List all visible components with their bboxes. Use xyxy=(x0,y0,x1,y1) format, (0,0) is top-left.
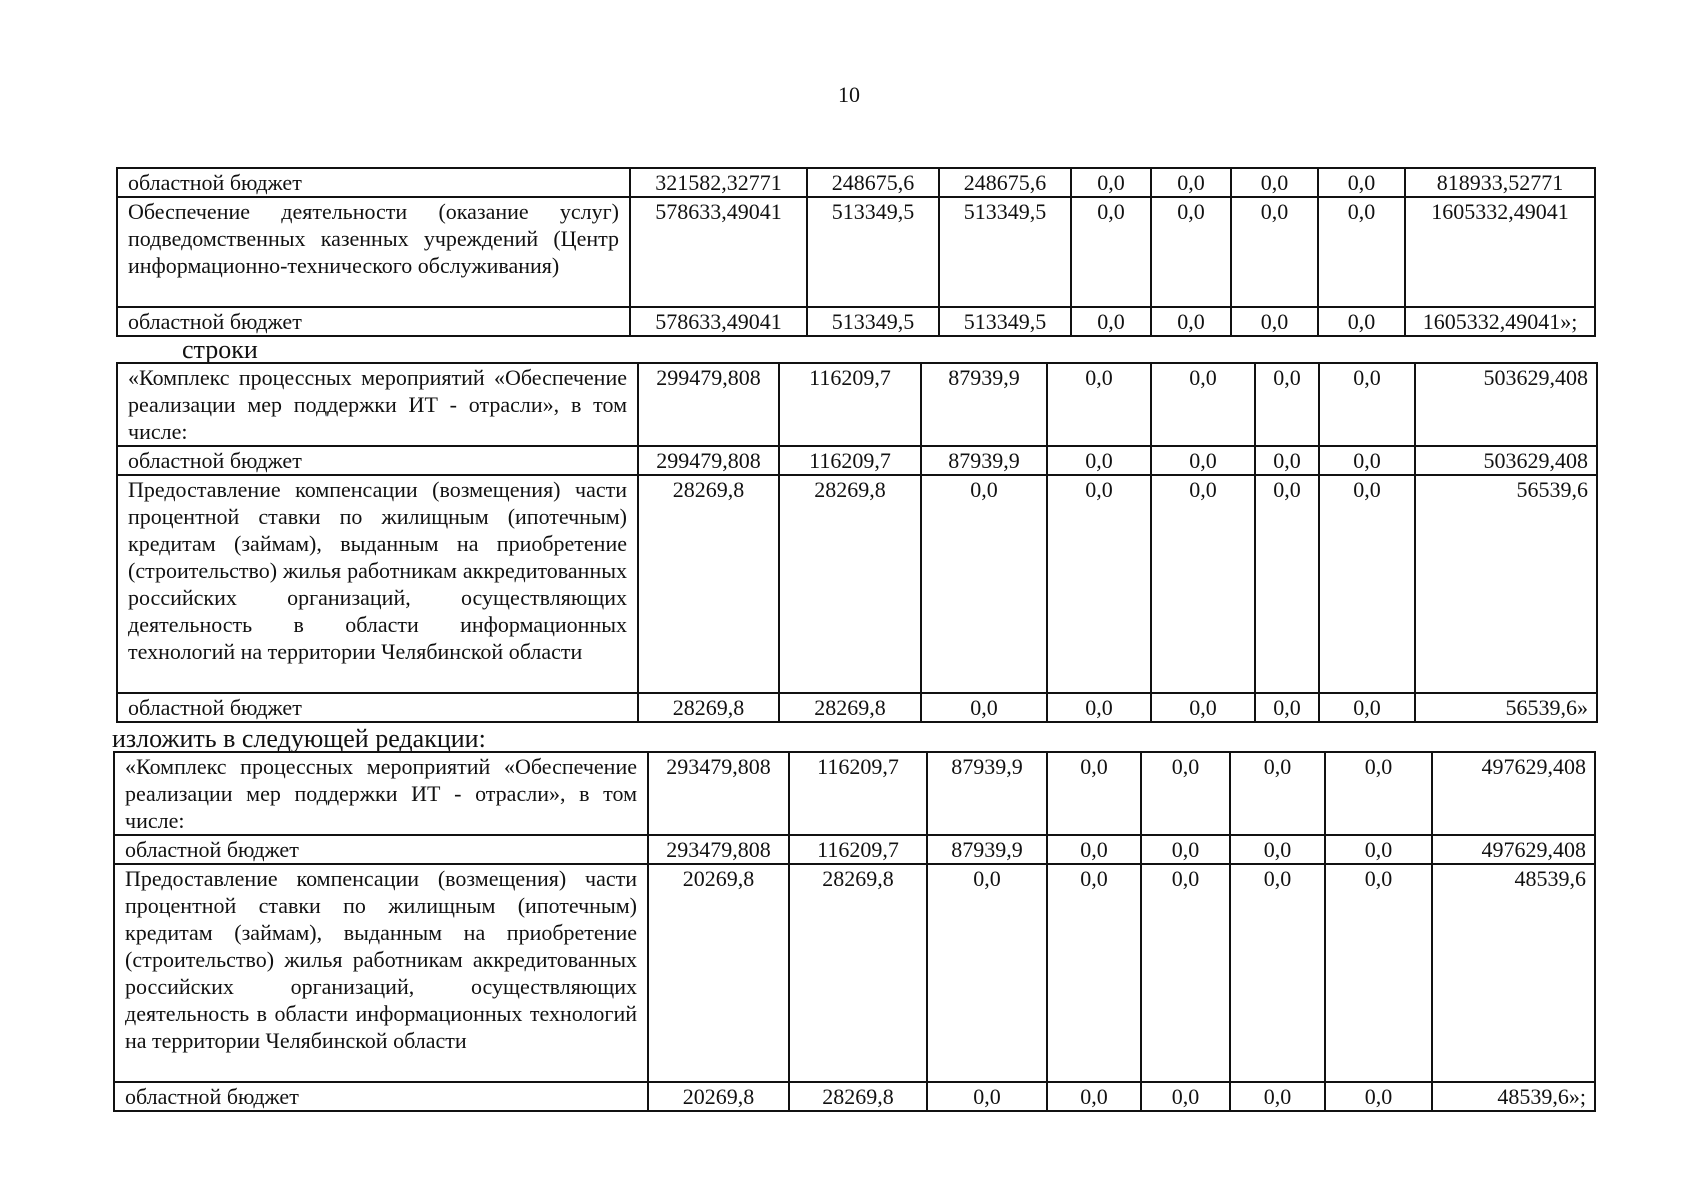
value-cell: 0,0 xyxy=(1047,835,1141,864)
row-name: областной бюджет xyxy=(117,168,630,197)
value-cell: 0,0 xyxy=(1047,864,1141,1082)
row-name: «Комплекс процессных мероприятий «Обеспечение реализации мер поддержки ИТ - отрасли», в том числе: xyxy=(114,752,648,835)
value-cell: 0,0 xyxy=(1318,197,1405,307)
value-cell: 87939,9 xyxy=(927,752,1047,835)
value-cell: 0,0 xyxy=(1047,1082,1141,1111)
row-name: областной бюджет xyxy=(114,1082,648,1111)
value-cell: 87939,9 xyxy=(921,446,1047,475)
budget-table-continued xyxy=(116,167,1596,337)
value-cell: 0,0 xyxy=(1318,168,1405,197)
total-cell: 48539,6 xyxy=(1432,864,1595,1082)
value-cell: 248675,6 xyxy=(807,168,939,197)
total-cell: 818933,52771 xyxy=(1405,168,1595,197)
value-cell: 0,0 xyxy=(1325,752,1432,835)
value-cell: 299479,808 xyxy=(638,446,779,475)
value-cell: 20269,8 xyxy=(648,864,789,1082)
table-row xyxy=(117,363,1597,446)
total-cell: 48539,6»; xyxy=(1432,1082,1595,1111)
value-cell: 28269,8 xyxy=(779,475,921,693)
table-row xyxy=(117,168,1595,197)
value-cell: 0,0 xyxy=(1151,307,1231,336)
value-cell: 0,0 xyxy=(927,1082,1047,1111)
value-cell: 116209,7 xyxy=(779,446,921,475)
value-cell: 28269,8 xyxy=(638,475,779,693)
value-cell: 513349,5 xyxy=(807,307,939,336)
total-cell: 56539,6 xyxy=(1415,475,1597,693)
value-cell: 0,0 xyxy=(921,693,1047,722)
value-cell: 293479,808 xyxy=(648,752,789,835)
row-name: областной бюджет xyxy=(117,307,630,336)
table-row xyxy=(114,835,1595,864)
value-cell: 513349,5 xyxy=(939,307,1071,336)
value-cell: 0,0 xyxy=(1071,168,1151,197)
value-cell: 0,0 xyxy=(1231,197,1318,307)
value-cell: 0,0 xyxy=(1319,693,1415,722)
value-cell: 28269,8 xyxy=(789,864,927,1082)
value-cell: 0,0 xyxy=(1141,1082,1230,1111)
budget-table-new xyxy=(113,751,1596,1112)
budget-table-old xyxy=(116,362,1598,723)
row-name: «Комплекс процессных мероприятий «Обеспечение реализации мер поддержки ИТ - отрасли», в том числе: xyxy=(117,363,638,446)
table-row xyxy=(117,307,1595,336)
value-cell: 0,0 xyxy=(1151,446,1255,475)
value-cell: 0,0 xyxy=(1230,752,1325,835)
value-cell: 299479,808 xyxy=(638,363,779,446)
value-cell: 0,0 xyxy=(921,475,1047,693)
value-cell: 578633,49041 xyxy=(630,307,807,336)
page-number: 10 xyxy=(838,82,860,107)
row-name: областной бюджет xyxy=(114,835,648,864)
value-cell: 0,0 xyxy=(1047,475,1151,693)
table-row xyxy=(117,446,1597,475)
value-cell: 0,0 xyxy=(1319,446,1415,475)
row-name: Предоставление компенсации (возмещения) части процентной ставки по жилищным (ипотечным) кредитам (займам), выданным на приобретение (строительство) жилья работникам аккредитованных российских организаций, осуществляющих деятельность в области информационных технологий на территории Челябинской области xyxy=(117,475,638,693)
caption-edit: изложить в следующей редакции: xyxy=(112,724,486,753)
total-cell: 1605332,49041»; xyxy=(1405,307,1595,336)
value-cell: 0,0 xyxy=(1319,475,1415,693)
value-cell: 0,0 xyxy=(1255,446,1319,475)
value-cell: 0,0 xyxy=(1047,752,1141,835)
total-cell: 1605332,49041 xyxy=(1405,197,1595,307)
value-cell: 578633,49041 xyxy=(630,197,807,307)
value-cell: 87939,9 xyxy=(921,363,1047,446)
table-row xyxy=(117,197,1595,307)
value-cell: 0,0 xyxy=(1255,693,1319,722)
table-row xyxy=(117,475,1597,693)
value-cell: 0,0 xyxy=(927,864,1047,1082)
caption-lines: строки xyxy=(182,335,258,364)
value-cell: 116209,7 xyxy=(779,363,921,446)
value-cell: 513349,5 xyxy=(939,197,1071,307)
value-cell: 0,0 xyxy=(1141,835,1230,864)
value-cell: 321582,32771 xyxy=(630,168,807,197)
value-cell: 116209,7 xyxy=(789,835,927,864)
value-cell: 28269,8 xyxy=(779,693,921,722)
value-cell: 0,0 xyxy=(1325,1082,1432,1111)
value-cell: 0,0 xyxy=(1151,168,1231,197)
value-cell: 28269,8 xyxy=(789,1082,927,1111)
value-cell: 0,0 xyxy=(1230,864,1325,1082)
value-cell: 0,0 xyxy=(1151,475,1255,693)
total-cell: 497629,408 xyxy=(1432,752,1595,835)
total-cell: 497629,408 xyxy=(1432,835,1595,864)
value-cell: 0,0 xyxy=(1319,363,1415,446)
value-cell: 0,0 xyxy=(1255,363,1319,446)
row-name: Обеспечение деятельности (оказание услуг) подведомственных казенных учреждений (Центр информационно-технического обслуживания) xyxy=(117,197,630,307)
value-cell: 0,0 xyxy=(1230,835,1325,864)
table-row xyxy=(114,752,1595,835)
value-cell: 20269,8 xyxy=(648,1082,789,1111)
row-name: областной бюджет xyxy=(117,693,638,722)
total-cell: 56539,6» xyxy=(1415,693,1597,722)
value-cell: 0,0 xyxy=(1231,168,1318,197)
value-cell: 0,0 xyxy=(1151,197,1231,307)
table-row xyxy=(114,864,1595,1082)
value-cell: 0,0 xyxy=(1325,864,1432,1082)
value-cell: 0,0 xyxy=(1047,446,1151,475)
value-cell: 0,0 xyxy=(1325,835,1432,864)
table-row xyxy=(114,1082,1595,1111)
value-cell: 0,0 xyxy=(1255,475,1319,693)
value-cell: 0,0 xyxy=(1151,363,1255,446)
row-name: Предоставление компенсации (возмещения) части процентной ставки по жилищным (ипотечным) кредитам (займам), выданным на приобретение (строительство) жилья работникам аккредитованных российских организаций, осуществляющих деятельность в области информационных технологий на территории Челябинской области xyxy=(114,864,648,1082)
value-cell: 0,0 xyxy=(1141,752,1230,835)
value-cell: 0,0 xyxy=(1071,197,1151,307)
value-cell: 116209,7 xyxy=(789,752,927,835)
value-cell: 0,0 xyxy=(1047,363,1151,446)
value-cell: 513349,5 xyxy=(807,197,939,307)
value-cell: 0,0 xyxy=(1071,307,1151,336)
value-cell: 248675,6 xyxy=(939,168,1071,197)
value-cell: 0,0 xyxy=(1230,1082,1325,1111)
value-cell: 293479,808 xyxy=(648,835,789,864)
row-name: областной бюджет xyxy=(117,446,638,475)
table-row xyxy=(117,693,1597,722)
value-cell: 0,0 xyxy=(1141,864,1230,1082)
value-cell: 87939,9 xyxy=(927,835,1047,864)
total-cell: 503629,408 xyxy=(1415,446,1597,475)
value-cell: 0,0 xyxy=(1151,693,1255,722)
value-cell: 28269,8 xyxy=(638,693,779,722)
value-cell: 0,0 xyxy=(1231,307,1318,336)
value-cell: 0,0 xyxy=(1318,307,1405,336)
total-cell: 503629,408 xyxy=(1415,363,1597,446)
value-cell: 0,0 xyxy=(1047,693,1151,722)
